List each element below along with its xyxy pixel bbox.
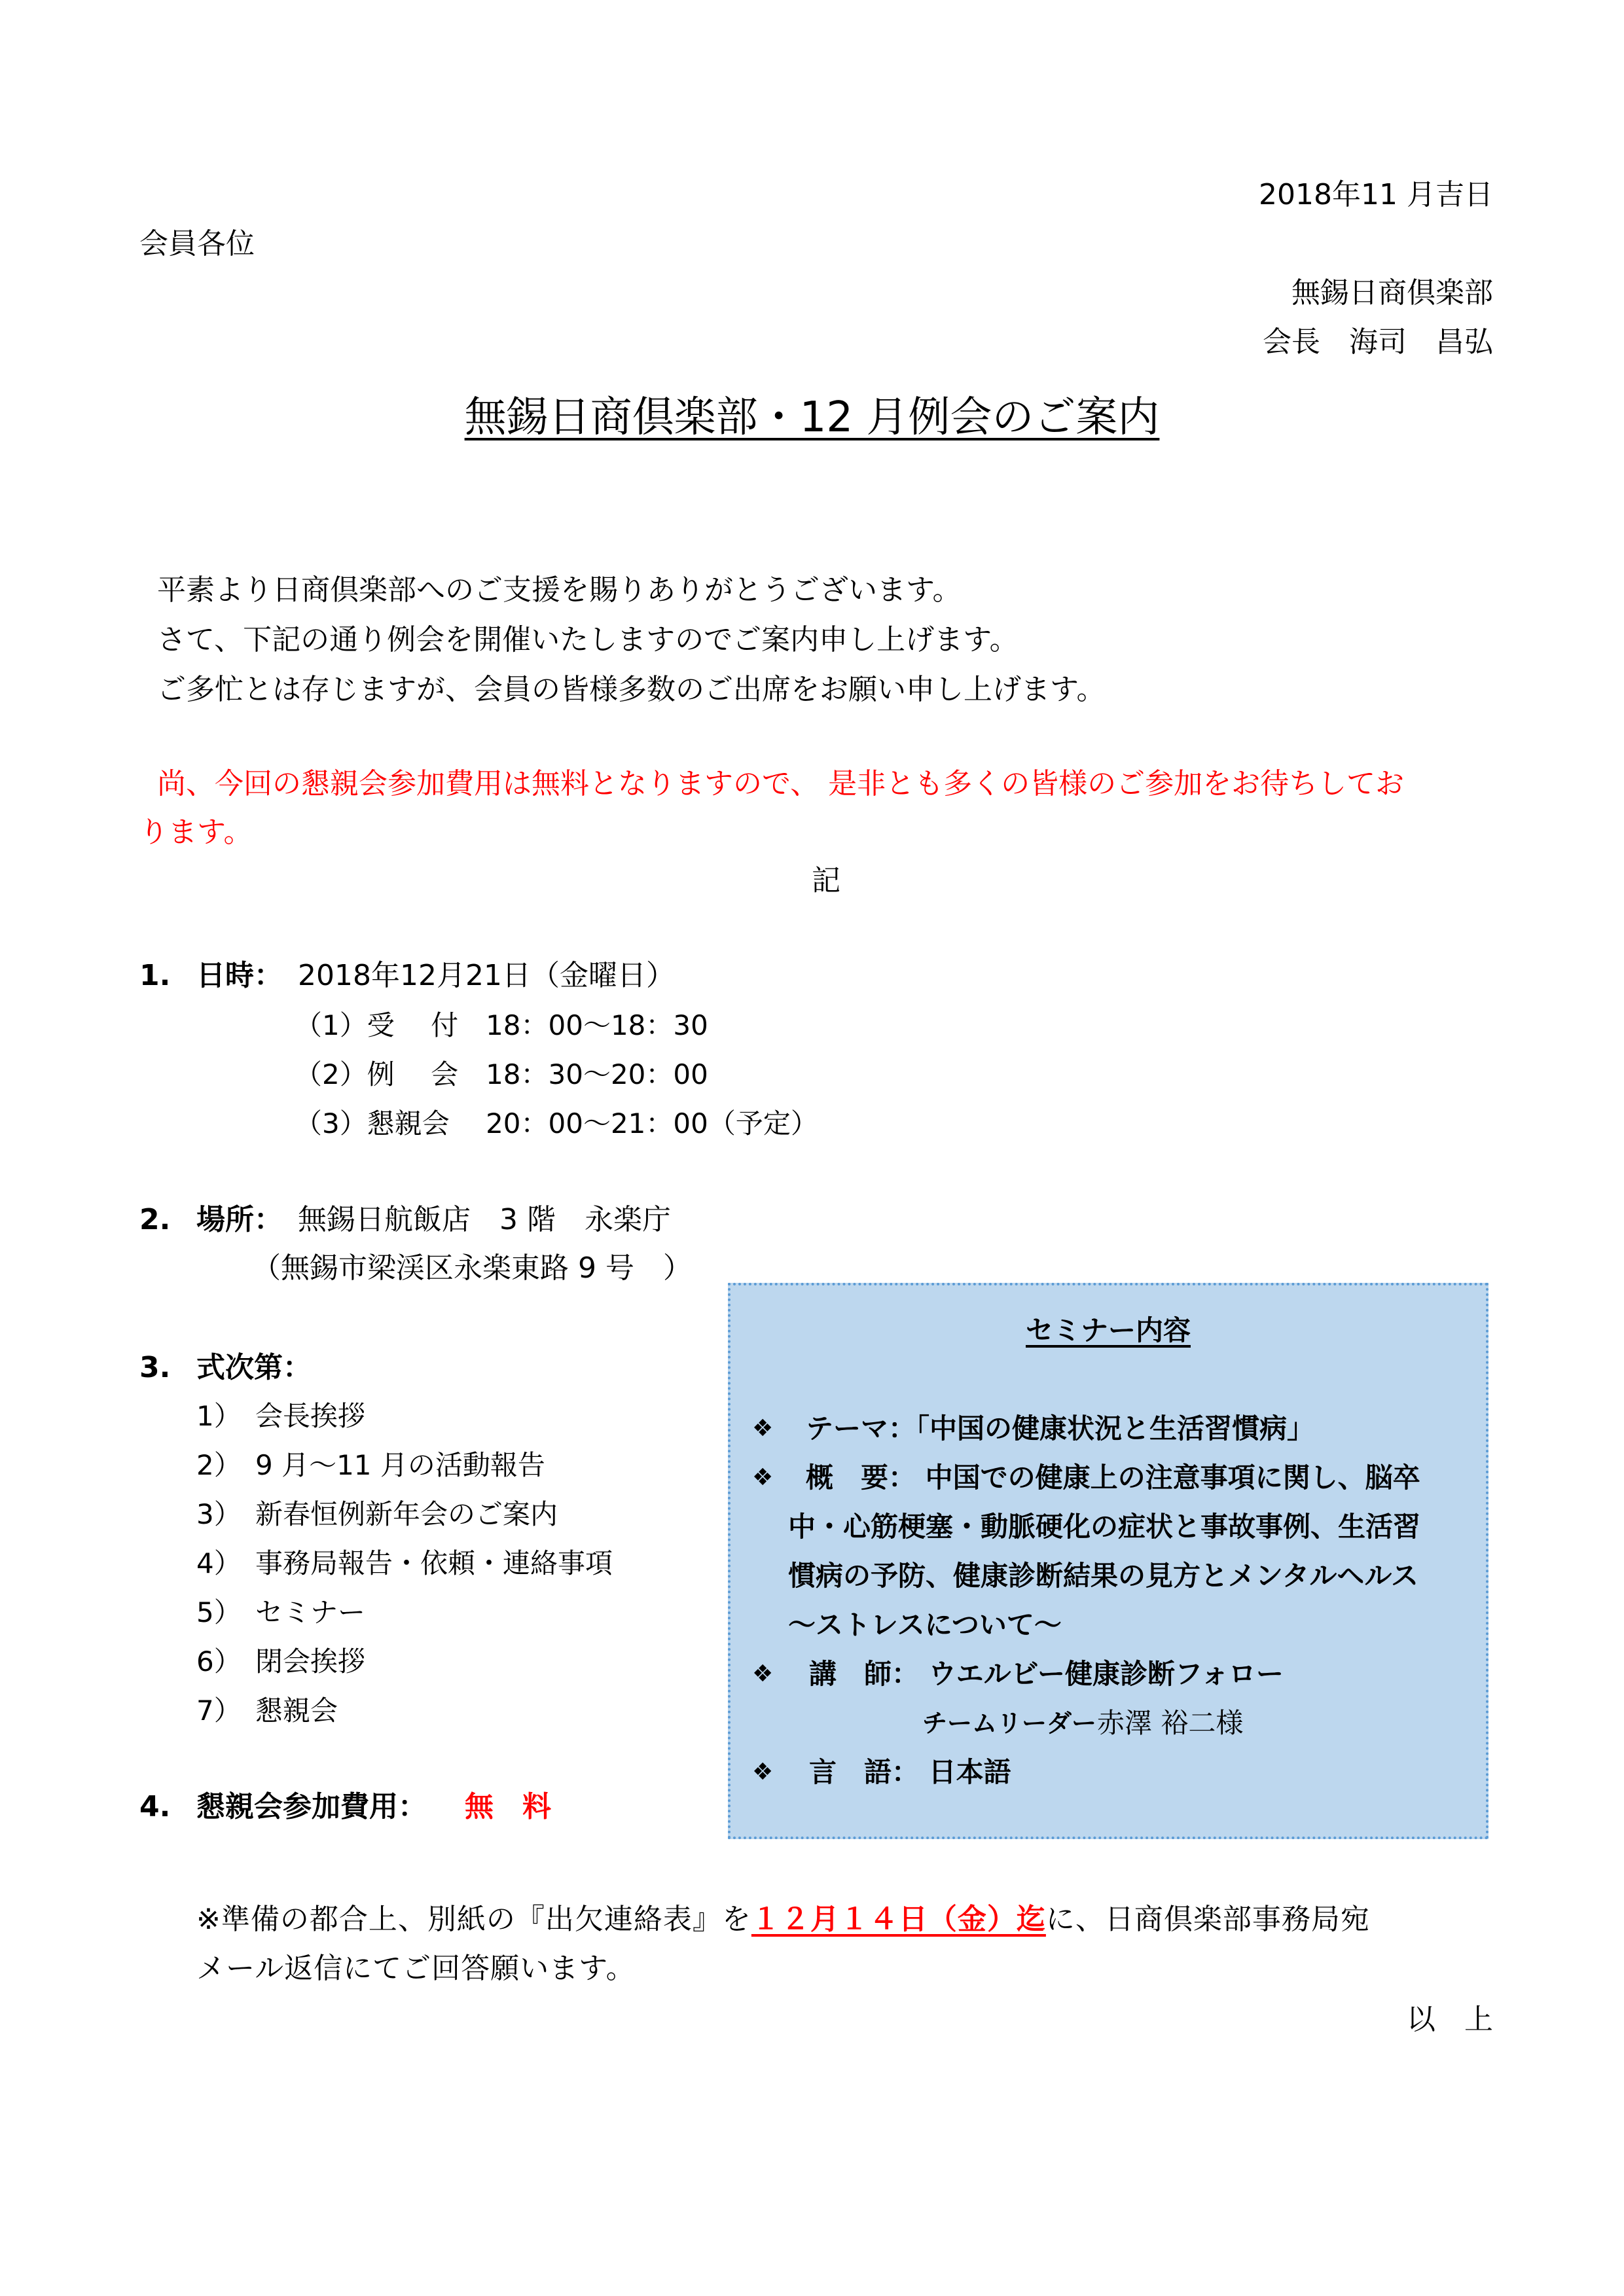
section-1-label: 日時： [196,959,283,992]
agenda-item: 閉会挨拶 [255,1645,366,1677]
agenda-item-number: 1） [196,1400,242,1432]
reply-request-line-2: メール返信にてご回答願います。 [196,1952,636,1985]
seminar-language: 言 語： 日本語 [809,1756,1011,1788]
seminar-theme: テーマ：「中国の健康状況と生活習慣病」 [806,1412,1315,1444]
seminar-summary-line-4: ～ストレスについて～ [788,1609,1062,1641]
seminar-lecturer: 講 師： ウエルビー健康診断フォロー [809,1658,1284,1690]
agenda-item-number: 6） [196,1645,242,1677]
agenda-item-number: 4） [196,1547,242,1579]
schedule-item-reception: （1）受 付 18：00～18：30 [295,1009,708,1041]
seminar-summary-line-3: 慣病の予防、健康診断結果の見方とメンタルヘルス [788,1560,1419,1592]
section-3-label: 式次第： [196,1351,312,1384]
intro-line-2: さて、下記の通り例会を開催いたしますのでご案内申し上げます。 [157,623,1019,656]
diamond-bullet-icon: ❖ [752,1464,774,1491]
section-1-value: 2018年12月21日（金曜日） [298,959,675,992]
section-2-label: 場所： [196,1203,283,1236]
section-2-value: 無錫日航飯店 3 階 永楽庁 [298,1203,671,1236]
schedule-item-party: （3）懇親会 20：00～21：00（予定） [295,1107,818,1139]
agenda-item-number: 7） [196,1695,242,1727]
schedule-item-meeting: （2）例 会 18：30～20：00 [295,1058,708,1090]
ki-marker: 記 [812,864,840,897]
section-2-number: 2. [139,1203,171,1236]
section-4-label: 懇親会参加費用： [196,1790,427,1823]
venue-address: （無錫市梁渓区永楽東路 9 号 ） [252,1251,692,1285]
notice-line-1: 尚、今回の懇親会参加費用は無料となりますので、 是非とも多くの皆様のご参加をお待ちしてお [157,767,1405,800]
diamond-bullet-icon: ❖ [752,1759,774,1785]
reply-request-suffix: に、日商倶楽部事務局宛 [1045,1903,1370,1936]
diamond-bullet-icon: ❖ [752,1660,774,1687]
section-1-number: 1. [139,959,171,992]
page-title: 無錫日商倶楽部・12 月例会のご案内 [464,393,1160,442]
agenda-item-number: 5） [196,1596,242,1628]
reply-request-line-1 [196,1901,1370,1938]
reply-request-prefix: ※準備の都合上、別紙の『出欠連絡表』を [196,1903,751,1936]
seminar-summary-line-2: 中・心筋梗塞・動脈硬化の症状と事故事例、生活習 [788,1511,1421,1543]
seminar-info-box [728,1283,1489,1839]
agenda-item-number: 2） [196,1449,242,1481]
section-3-number: 3. [139,1351,171,1384]
seminar-title: セミナー内容 [1025,1314,1191,1346]
agenda-item: 事務局報告・依頼・連絡事項 [255,1547,613,1579]
lecturer-title: チームリーダー [922,1709,1097,1738]
diamond-bullet-icon: ❖ [752,1415,774,1442]
agenda-item: 会長挨拶 [255,1400,366,1432]
seminar-summary-line-1: 概 要： 中国での健康上の注意事項に関し、脳卒 [806,1462,1420,1494]
agenda-item: セミナー [255,1596,366,1628]
agenda-item: 9 月～11 月の活動報告 [255,1449,545,1481]
party-fee-value: 無 料 [465,1790,551,1823]
closing-mark: 以 上 [1407,2003,1493,2036]
notice-line-2: ります。 [139,816,253,849]
sender-name: 会長 海司 昌弘 [1263,325,1493,359]
agenda-item: 懇親会 [255,1695,338,1727]
addressee: 会員各位 [139,227,255,260]
document-date: 2018年11 月吉日 [1259,178,1493,211]
section-4-number: 4. [139,1790,171,1823]
intro-line-3: ご多忙とは存じますが、会員の皆様多数のご出席をお願い申し上げます。 [157,673,1106,706]
reply-deadline: １２月１４日（金）迄 [751,1903,1046,1936]
agenda-item: 新春恒例新年会のご案内 [255,1498,558,1530]
agenda-item-number: 3） [196,1498,242,1530]
sender-organization: 無錫日商倶楽部 [1291,276,1493,310]
lecturer-name: 赤澤 裕二様 [1097,1707,1244,1739]
intro-line-1: 平素より日商倶楽部へのご支援を賜りありがとうございます。 [157,573,962,607]
